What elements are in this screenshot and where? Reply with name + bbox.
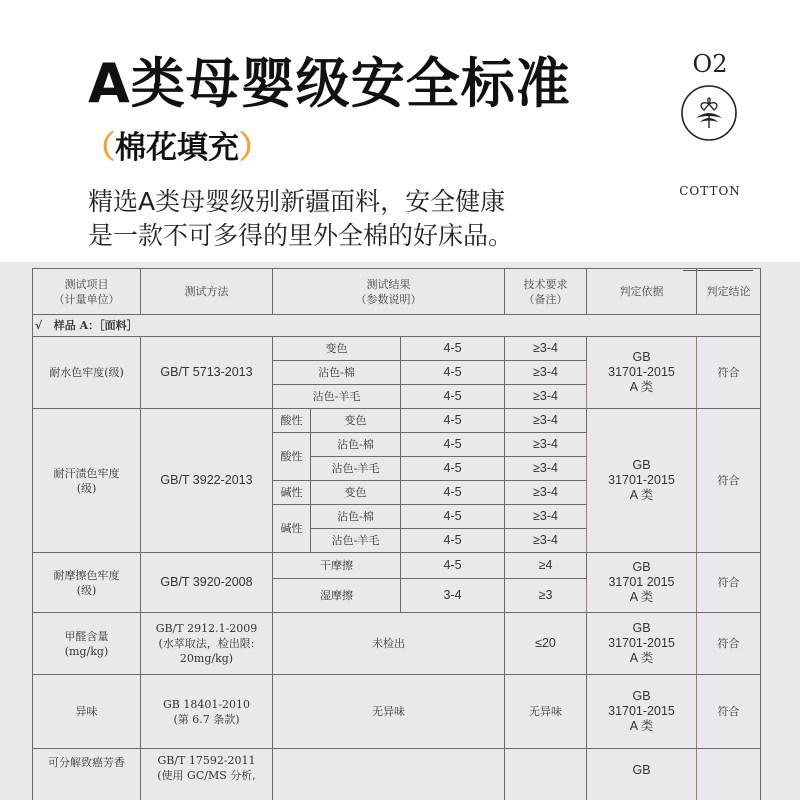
req-cell: ≥3-4 <box>505 337 587 361</box>
header-item <box>33 269 141 315</box>
basis-line: 31701 2015 <box>608 575 675 589</box>
sample-label <box>33 315 761 337</box>
method-line: (水萃取法，检出限: <box>158 637 255 650</box>
cotton-logo <box>662 44 758 198</box>
method-cell <box>141 675 273 749</box>
basis-cell <box>587 409 697 553</box>
header-panel <box>0 0 800 262</box>
table-row <box>33 337 761 361</box>
conclusion-cell: 符合 <box>697 409 761 553</box>
header-conclusion: 判定结论 <box>697 269 761 315</box>
basis-line: A 类 <box>629 380 654 394</box>
item-cell: 可分解致癌芳香 <box>33 749 141 800</box>
result-cell: 4-5 <box>401 553 505 579</box>
result-cell: 4-5 <box>401 409 505 433</box>
header-item-line: 测试项目 <box>64 277 109 291</box>
description-line: 精选A类母婴级别新疆面料，安全健康 <box>88 187 506 216</box>
result-cell: 4-5 <box>401 361 505 385</box>
logo-number: O2 <box>692 50 728 78</box>
table-row <box>33 409 761 433</box>
item-cell: 耐水色牢度(级) <box>33 337 141 409</box>
acid-label: 酸性 <box>273 433 311 481</box>
header-req-line: （备注） <box>523 292 568 306</box>
basis-line: A 类 <box>629 590 654 604</box>
sub-label: 沾色-羊毛 <box>311 457 401 481</box>
test-report-photo <box>0 262 800 800</box>
method-cell: GB/T 3920-2008 <box>141 553 273 613</box>
req-cell: ≥3-4 <box>505 529 587 553</box>
method-line: GB/T 17592-2011 <box>157 754 256 767</box>
item-line: 甲醛含量 <box>64 629 109 643</box>
basis-cell <box>587 675 697 749</box>
method-cell: GB/T 3922-2013 <box>141 409 273 553</box>
conclusion-cell: 符合 <box>697 553 761 613</box>
method-line: 20mg/kg) <box>179 652 234 665</box>
result-cell: 4-5 <box>401 433 505 457</box>
method-line: (第 6.7 条款) <box>173 712 240 726</box>
sub-label: 沾色-棉 <box>311 433 401 457</box>
req-cell: ≥3-4 <box>505 505 587 529</box>
header-result-line: 测试结果 <box>366 277 411 291</box>
sub-label: 沾色-棉 <box>273 361 401 385</box>
basis-cell <box>587 613 697 675</box>
cotton-flower-icon <box>680 84 738 142</box>
description <box>88 185 513 253</box>
basis-line: 31701-2015 <box>608 473 675 487</box>
item-cell <box>33 409 141 553</box>
req-cell: ≥3 <box>505 579 587 613</box>
header-req-line: 技术要求 <box>523 277 568 291</box>
result-cell: 3-4 <box>401 579 505 613</box>
result-cell: 4-5 <box>401 481 505 505</box>
basis-cell <box>587 553 697 613</box>
method-line: GB 18401-2010 <box>162 697 251 711</box>
req-cell: ≥3-4 <box>505 409 587 433</box>
conclusion-cell: 符合 <box>697 613 761 675</box>
req-cell <box>505 749 587 800</box>
sample-row <box>33 315 761 337</box>
sub-label: 变色 <box>311 409 401 433</box>
description-line: 是一款不可多得的里外全棉的好床品。 <box>88 221 514 250</box>
subtitle-close-paren: ） <box>239 130 270 166</box>
conclusion-cell: 符合 <box>697 675 761 749</box>
basis-line: 31701-2015 <box>608 365 675 379</box>
table-header-row <box>33 269 761 315</box>
method-cell: GB/T 5713-2013 <box>141 337 273 409</box>
conclusion-cell <box>697 749 761 800</box>
result-cell: 4-5 <box>401 385 505 409</box>
basis-line: 31701-2015 <box>608 704 675 718</box>
basis-cell <box>587 337 697 409</box>
table-row <box>33 675 761 749</box>
item-line: (mg/kg) <box>64 644 109 658</box>
sub-label: 沾色-羊毛 <box>311 529 401 553</box>
req-cell: ≥3-4 <box>505 457 587 481</box>
item-line: 耐汗渍色牢度 <box>53 466 120 480</box>
table-row <box>33 749 761 800</box>
basis-line: A 类 <box>629 719 654 733</box>
check-mark: √ <box>35 319 43 332</box>
alkali-label: 碱性 <box>273 505 311 553</box>
basis-line: GB <box>632 560 651 574</box>
result-cell: 4-5 <box>401 505 505 529</box>
req-cell: ≥3-4 <box>505 385 587 409</box>
item-cell: 异味 <box>33 675 141 749</box>
sample-text: 样品 A：［面料］ <box>53 319 138 332</box>
subtitle <box>84 126 270 170</box>
req-cell: ≤20 <box>505 613 587 675</box>
req-cell: ≥3-4 <box>505 481 587 505</box>
basis-line: A 类 <box>629 488 654 502</box>
result-cell: 4-5 <box>401 529 505 553</box>
subtitle-open-paren: （ <box>84 130 115 166</box>
sub-label: 沾色-羊毛 <box>273 385 401 409</box>
acid-label: 酸性 <box>273 409 311 433</box>
subtitle-text: 棉花填充 <box>115 130 239 166</box>
sub-label: 变色 <box>311 481 401 505</box>
item-cell <box>33 553 141 613</box>
basis-line: GB <box>632 621 651 635</box>
test-report-table <box>32 268 761 800</box>
table-row <box>33 553 761 579</box>
req-cell: ≥3-4 <box>505 433 587 457</box>
item-line: (级) <box>76 481 97 495</box>
basis-cell: GB <box>587 749 697 800</box>
item-cell <box>33 613 141 675</box>
sub-label: 干摩擦 <box>273 553 401 579</box>
result-cell: 4-5 <box>401 337 505 361</box>
sub-label: 变色 <box>273 337 401 361</box>
basis-line: 31701-2015 <box>608 636 675 650</box>
req-cell: 无异味 <box>505 675 587 749</box>
method-line: (使用 GC/MS 分析, <box>157 769 256 782</box>
item-line: 耐摩擦色牢度 <box>53 568 120 582</box>
sub-label: 沾色-棉 <box>311 505 401 529</box>
basis-line: GB <box>632 458 651 472</box>
header-result-line: （参数说明） <box>355 292 422 306</box>
header-item-line: （计量单位） <box>53 292 120 306</box>
basis-line: GB <box>632 689 651 703</box>
header-method: 测试方法 <box>141 269 273 315</box>
result-cell: 4-5 <box>401 457 505 481</box>
logo-word: COTTON <box>679 184 741 198</box>
page-title: A类母婴级安全标准 <box>88 52 571 115</box>
basis-line: GB <box>632 350 651 364</box>
header-result <box>273 269 505 315</box>
result-cell: 未检出 <box>273 613 505 675</box>
item-line: (级) <box>76 583 97 597</box>
table-row <box>33 613 761 675</box>
req-cell: ≥3-4 <box>505 361 587 385</box>
alkali-label: 碱性 <box>273 481 311 505</box>
result-cell: 无异味 <box>273 675 505 749</box>
method-line: GB/T 2912.1-2009 <box>155 622 258 635</box>
req-cell: ≥4 <box>505 553 587 579</box>
result-cell <box>273 749 505 800</box>
basis-line: A 类 <box>629 651 654 665</box>
method-cell <box>141 749 273 800</box>
header-requirement <box>505 269 587 315</box>
conclusion-cell: 符合 <box>697 337 761 409</box>
sub-label: 湿摩擦 <box>273 579 401 613</box>
header-basis: 判定依据 <box>587 269 697 315</box>
method-cell <box>141 613 273 675</box>
